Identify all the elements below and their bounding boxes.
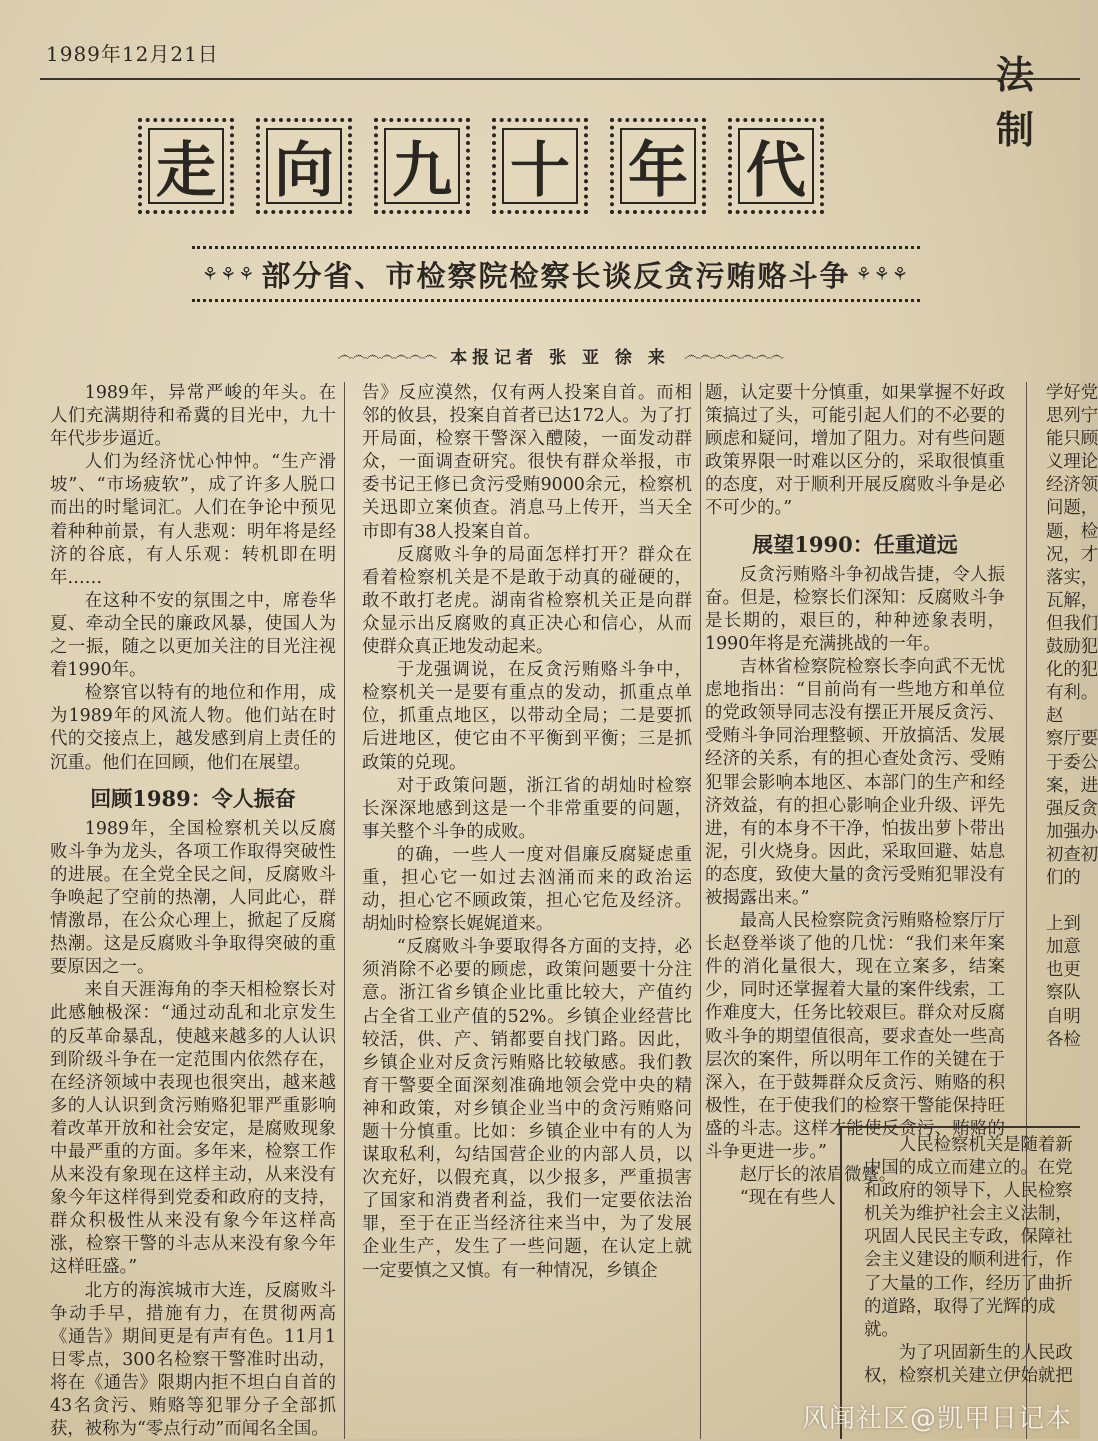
headline-char: 十 (492, 118, 588, 214)
paragraph: 人民检察机关是随着新中国的成立而建立的。在党和政府的领导下，人民检察机关为维护社会主义法制，巩固人民民主专政，保障社会主义建设的顺利进行，作了大量的工作，经历了曲折的道路，取得了光辉的成就。 (864, 1135, 1073, 1340)
column-line: 于委公 (1046, 752, 1098, 773)
headline-char: 九 (374, 118, 470, 214)
ornament-icon: ෴෴෴෴෴෴෴ (683, 345, 784, 364)
column-line: 化的犯 (1046, 660, 1098, 681)
column-line: 况，才 (1046, 544, 1098, 565)
paragraph: 赵厅长的浓眉微蹙。 (739, 1165, 897, 1186)
byline: 本报记者 张 亚 徐 来 (450, 347, 670, 368)
sidebar-box (840, 1126, 1080, 1439)
column-line (1046, 890, 1080, 913)
ornament-icon: ⚘⚘⚘ (202, 263, 257, 285)
section-heading: 展望1990：任重道远 (752, 531, 958, 557)
column-line: 赵 (1046, 706, 1064, 727)
column-line: 瓦解， (1046, 590, 1098, 611)
column-line: 强反贪 (1046, 798, 1098, 819)
column-line: 也更 (1046, 960, 1081, 981)
paragraph: 对于政策问题，浙江省的胡灿时检察长深深地感到这是一个非常重要的问题，事关整个斗争的成败。 (362, 775, 692, 842)
byline-row (230, 342, 890, 368)
column-line: 学好党 (1046, 383, 1098, 403)
section-heading: 回顾1989：令人振奋 (90, 785, 296, 811)
column-line: 问题， (1046, 498, 1098, 519)
paragraph: 告》反应漠然，仅有两人投案自首。而相邻的攸县，投案自首者已达172人。为了打开局面，检察干警深入醴陵，一面发动群众，一面调查研究。很快有群众举报，市委书记王修已贪污受贿9000余元，检察机关迅即立案侦查。消息马上传开，当天全市即有38人投案自首。 (362, 383, 692, 542)
paragraph: 于龙强调说，在反贪污贿赂斗争中，检察机关一是要有重点的发动，抓重点单位，抓重点地区，以带动全局；二是要抓后进地区，使它由不平衡到平衡；三是抓政策的兑现。 (362, 660, 692, 773)
paragraph: 在这种不安的氛围之中，席卷华夏、牵动全民的廉政风暴，使国人为之一振，随之以更加关注的目光注视着1990年。 (50, 590, 336, 681)
subtitle: 部分省、市检察院检察长谈反贪污贿赂斗争 (261, 258, 851, 293)
article-column-1 (50, 382, 336, 1439)
column-line: 义理论 (1046, 452, 1098, 473)
headline-char: 年 (610, 118, 706, 214)
paragraph: 人们为经济忧心忡忡。“生产滑坡”、“市场疲软”，成了许多人脱口而出的时髦词汇。人们在争论中预见着种种前景，有人悲观：明年将是经济的谷底，有人乐观：转机即在明年…… (50, 452, 336, 588)
column-line: 思列宁 (1046, 406, 1098, 427)
paragraph: 1989年，异常严峻的年头。在人们充满期待和希冀的目光中，九十年代步步逼近。 (50, 383, 336, 450)
article-column-2 (362, 382, 692, 1439)
paragraph: 反腐败斗争的局面怎样打开？群众在看着检察机关是不是敢于动真的碰硬的，敢不敢打老虎。湖南省检察机关正是向群众显示出反腐败的真正决心和信心，从而使群众真正地发动起来。 (362, 544, 692, 658)
paragraph: “反腐败斗争要取得各方面的支持，必须消除不必要的顾虑，政策问题要十分注意。浙江省乡镇企业比重比较大，产值约占全省工业产值的52%。乡镇企业经营比较活，供、产、销都要自找门路。因此，乡镇企业对反贪污贿赂比较敏感。我们教育干警要全面深刻准确地领会党中央的精神和政策，对乡镇企业当中的贪污贿赂问题十分慎重。比如：乡镇企业中有的人为谋取私利，勾结国营企业的内部人员，以次充好，以假充真，以少报多，严重损害了国家和消费者利益，我们一定要依法治罪，至于在正当经济往来当中，为了发展企业生产，发生了一些问题，在认定上就一定要慎之又慎。有一种情况，乡镇企 (362, 937, 692, 1281)
paragraph: 吉林省检察院检察长李向武不无忧虑地指出：“目前尚有一些地方和单位的党政领导同志没有摆正开展反贪污、受贿斗争同治理整顿、开放搞活、发展经济的关系，有的担心查处贪污、受贿犯罪会影响本地区、本部门的生产和经济效益，有的担心影响企业升级、评先进，有的本身不干净，怕拔出萝卜带出泥，引火烧身。因此，采取回避、姑息的态度，致使大量的贪污受贿犯罪没有被揭露出来。” (705, 657, 1005, 908)
column-line: 们的 (1046, 867, 1081, 888)
headline-char: 向 (256, 118, 352, 214)
top-rule (40, 78, 1080, 80)
column-line: 察厅要 (1046, 729, 1098, 750)
issue-date: 1989年12月21日 (46, 42, 219, 66)
column-line: 初查初 (1046, 844, 1098, 865)
column-line: 经济领 (1046, 475, 1098, 496)
paragraph: “现在有些人 (739, 1188, 836, 1209)
subtitle-box (192, 246, 920, 302)
column-line: 案，进 (1046, 775, 1098, 796)
paragraph: 1989年，全国检察机关以反腐败斗争为龙头，各项工作取得突破性的进展。在全党全民之间，反腐败斗争唤起了空前的热潮，人同此心，群情激昂，在公众心理上，掀起了反腐热潮。这是反腐败斗争取得突破的重要原因之一。 (50, 818, 336, 978)
column-line: 能只顾 (1046, 429, 1098, 450)
column-line: 加强办 (1046, 821, 1098, 842)
ornament-icon: ⚘⚘⚘ (855, 263, 910, 285)
headline-char: 走 (138, 118, 234, 214)
paragraph: 为了巩固新生的人民政权，检察机关建立伊始就把 (864, 1342, 1073, 1386)
masthead: 法制 (996, 52, 1049, 152)
watermark: 风闻社区@凯甲日记本 (801, 1404, 1072, 1434)
column-line: 察队 (1046, 983, 1081, 1004)
column-line: 自明 (1046, 1006, 1081, 1027)
paragraph: 检察官以特有的地位和作用，成为1989年的风流人物。他们站在时代的交接点上，越发感到肩上责任的沉重。他们在回顾，他们在展望。 (50, 683, 336, 773)
paragraph: 反贪污贿赂斗争初战告捷，令人振奋。但是，检察长们深知：反腐败斗争是长期的，艰巨的，种种迹象表明，1990年将是充满挑战的一年。 (705, 564, 1005, 654)
column-line: 加意 (1046, 937, 1081, 958)
column-rule (344, 382, 345, 1439)
column-line: 有利。 (1046, 683, 1098, 704)
column-line: 上到 (1046, 914, 1081, 935)
headline (138, 118, 980, 222)
column-line: 鼓励犯 (1046, 637, 1098, 658)
paragraph: 题，认定要十分慎重，如果掌握不好政策搞过了头，可能引起人们的不必要的顾虑和疑问，增加了阻力。对有些问题政策界限一时难以区分的，采取很慎重的态度，对于顺利开展反腐败斗争是必不可少的。” (705, 383, 1005, 519)
paragraph: 北方的海滨城市大连，反腐败斗争动手早，措施有力，在贯彻两高《通告》期间更是有声有色。11月1日零点，300名检察干警准时出动，将在《通告》限期内拒不坦白自首的43名贪污、贿赂等犯罪分子全部抓获，被称为“零点行动”而闻名全国。 (50, 1280, 336, 1440)
paragraph: 的确，一些人一度对倡廉反腐疑虑重重，担心它一如过去汹涌而来的政治运动，担心它不顾政策，担心它危及经济。胡灿时检察长娓娓道来。 (362, 844, 692, 935)
ornament-icon: ෴෴෴෴෴෴෴ (336, 345, 437, 364)
paragraph: 来自天涯海角的李天相检察长对此感触极深：“通过动乱和北京发生的反革命暴乱，使越来越多的人认识到阶级斗争在一定范围内依然存在，在经济领域中表现也很突出，越来越多的人认识到贪污贿赂犯罪严重影响着改革开放和社会安定，是腐败现象中最严重的方面。多年来，检察工作从来没有象现在这样主动，从来没有象今年这样得到党委和政府的支持，群众积极性从来没有象今年这样高涨，检察干警的斗志从来没有象今年这样旺盛。” (50, 980, 336, 1278)
paragraph: 最高人民检察院贪污贿赂检察厅厅长赵登举谈了他的几忧：“我们来年案件的消化量很大，现在立案多，结案少，同时还掌握着大量的案件线索，工作难度大，任务比较艰巨。群众对反腐败斗争的期望值很高，要求查处一些高层次的案件，所以明年工作的关键在于深入，在于鼓舞群众反贪污、贿赂的积极性，在于使我们的检察干警能保持旺盛的斗志。这样才能使反贪污、贿赂的斗争更进一步。” (705, 911, 1005, 1162)
column-line: 题，检 (1046, 521, 1098, 542)
headline-char: 代 (728, 118, 824, 214)
column-line: 各检 (1046, 1029, 1081, 1050)
column-line: 落实， (1046, 567, 1098, 588)
column-rule (700, 382, 701, 1439)
column-line: 但我们 (1046, 613, 1098, 634)
